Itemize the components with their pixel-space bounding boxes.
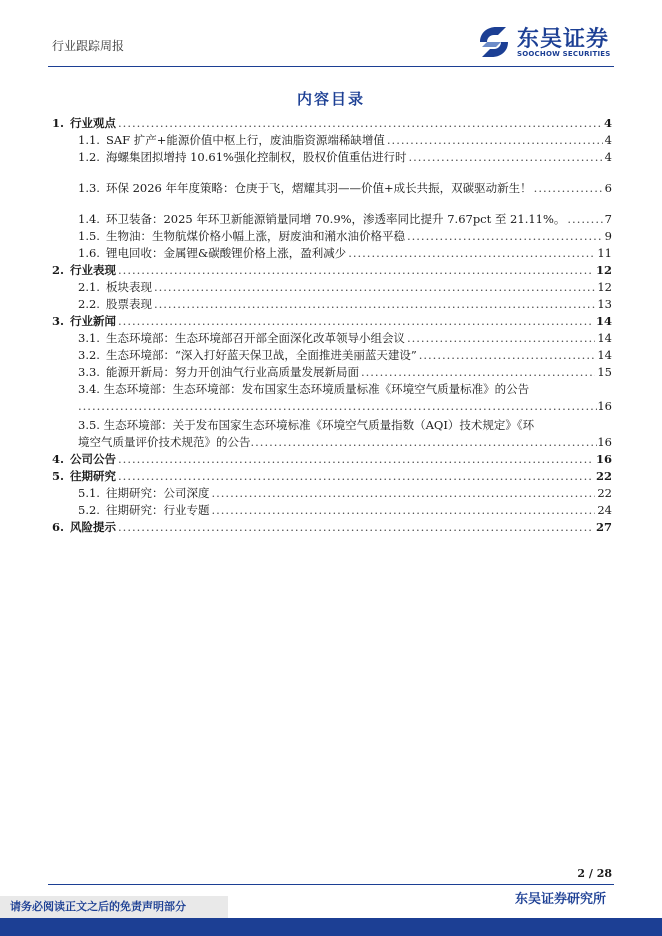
toc-page: 4 — [603, 116, 612, 130]
toc-leader — [118, 519, 594, 536]
toc-leader — [251, 434, 598, 451]
toc-number: 1.3. — [78, 181, 100, 195]
toc-page: 27 — [595, 520, 612, 534]
toc-text: 环卫装备：2025 年环卫新能源销量同增 70.9%，渗透率同比提升 7.67pct 至 21.11%。 — [105, 212, 566, 226]
toc-page: 14 — [597, 348, 612, 362]
toc-leader — [408, 149, 602, 166]
toc-number: 5. — [52, 469, 65, 483]
toc-leader — [407, 228, 603, 245]
toc-text: 海螺集团拟增持 10.61%强化控制权，股权价值重估进行时 — [105, 150, 407, 164]
toc-text-continued: 境空气质量评价技术规范》的公告 — [78, 435, 251, 449]
toc-leader — [361, 364, 595, 381]
toc-entry[interactable] — [52, 262, 612, 279]
toc-entry[interactable] — [52, 347, 612, 364]
toc-page: 6 — [604, 181, 612, 195]
toc-title: 内容目录 — [296, 90, 365, 108]
toc-number: 3. — [52, 314, 65, 328]
toc-leader — [387, 132, 603, 149]
toc-page: 22 — [597, 486, 612, 500]
toc-text: 往期研究 — [70, 469, 117, 483]
toc-text: 生物油：生物航煤价格小幅上涨，厨废油和潲水油价格平稳 — [105, 229, 405, 243]
toc-number: 1.6. — [78, 246, 100, 260]
table-of-contents — [52, 115, 612, 536]
toc-leader — [118, 262, 594, 279]
toc-number: 3.3. — [78, 365, 100, 379]
toc-leader — [211, 485, 595, 502]
toc-number: 1.2. — [78, 150, 100, 164]
toc-text: 锂电回收：金属锂&碳酸锂价格上涨，盈利减少 — [105, 246, 347, 260]
logo-chinese-name: 东吴证券 — [517, 27, 610, 52]
toc-leader — [211, 502, 595, 519]
toc-page: 16 — [597, 399, 612, 413]
toc-number: 2.2. — [78, 297, 100, 311]
toc-page: 14 — [595, 314, 612, 328]
toc-leader — [118, 313, 594, 330]
toc-leader — [407, 330, 595, 347]
toc-number: 3.1. — [78, 331, 100, 345]
toc-page: 7 — [604, 212, 612, 226]
logo-english-name: SOOCHOW SECURITIES — [517, 50, 611, 58]
toc-entry[interactable] — [52, 381, 612, 415]
toc-entry[interactable] — [52, 228, 612, 245]
toc-page: 24 — [597, 503, 612, 517]
toc-leader — [118, 451, 594, 468]
toc-entry[interactable] — [52, 149, 612, 166]
toc-number: 3.4. — [78, 382, 100, 396]
toc-leader — [118, 468, 594, 485]
toc-entry[interactable] — [52, 502, 612, 519]
toc-number: 1.1. — [78, 133, 100, 147]
disclaimer-note: 请务必阅读正文之后的免责声明部分 — [0, 896, 228, 918]
toc-page: 15 — [597, 365, 612, 379]
toc-page: 9 — [604, 229, 612, 243]
toc-page: 4 — [604, 133, 612, 147]
toc-text: 风险提示 — [70, 520, 117, 534]
toc-number: 4. — [52, 452, 65, 466]
toc-text: 公司公告 — [70, 452, 117, 466]
toc-number: 2.1. — [78, 280, 100, 294]
toc-leader — [348, 245, 595, 262]
toc-page: 12 — [597, 280, 612, 294]
toc-leader — [567, 211, 602, 228]
toc-entry[interactable] — [52, 330, 612, 347]
footer-bar — [0, 918, 662, 936]
toc-text: 往期研究：行业专题 — [105, 503, 210, 517]
toc-page: 14 — [597, 331, 612, 345]
toc-number: 1.5. — [78, 229, 100, 243]
toc-text: 行业新闻 — [70, 314, 117, 328]
toc-text: 生态环境部：关于发布国家生态环境标准《环境空气质量指数（AQI）技术规定》《环 — [103, 418, 535, 432]
toc-number: 3.2. — [78, 348, 100, 362]
toc-number: 6. — [52, 520, 65, 534]
toc-entry[interactable] — [52, 211, 612, 228]
header-report-type: 行业跟踪周报 — [52, 39, 125, 53]
toc-text: 生态环境部：生态环境部召开部全面深化改革领导小组会议 — [105, 331, 405, 345]
toc-leader — [78, 398, 597, 415]
toc-number: 3.5. — [78, 418, 100, 432]
toc-entry[interactable] — [52, 279, 612, 296]
header-divider — [48, 66, 614, 67]
toc-number: 5.1. — [78, 486, 100, 500]
footer-divider — [48, 884, 614, 885]
toc-text: SAF 扩产+能源价值中枢上行，废油脂资源端稀缺增值 — [105, 133, 385, 147]
toc-page: 11 — [597, 246, 612, 260]
soochow-logo-icon — [476, 24, 512, 60]
toc-text: 行业表现 — [70, 263, 117, 277]
toc-page: 4 — [604, 150, 612, 164]
toc-page: 16 — [597, 435, 612, 449]
company-logo — [476, 22, 621, 62]
toc-entry[interactable] — [52, 296, 612, 313]
toc-entry[interactable] — [52, 468, 612, 485]
toc-number: 1. — [52, 116, 65, 130]
toc-text: 往期研究：公司深度 — [105, 486, 210, 500]
toc-leader — [118, 115, 602, 132]
toc-entry[interactable] — [52, 180, 612, 197]
toc-page: 16 — [595, 452, 612, 466]
toc-page: 12 — [595, 263, 612, 277]
toc-leader — [534, 180, 603, 197]
toc-entry[interactable] — [52, 451, 612, 468]
toc-leader — [154, 296, 595, 313]
toc-page: 13 — [597, 297, 612, 311]
toc-page: 22 — [595, 469, 612, 483]
toc-text: 环保 2026 年年度策略：仓庚于飞，熠耀其羽——价值+成长共振，双碳驱动新生！ — [105, 181, 532, 195]
toc-text: 行业观点 — [70, 116, 117, 130]
toc-number: 1.4. — [78, 212, 100, 226]
toc-entry[interactable] — [52, 115, 612, 132]
toc-entry[interactable] — [52, 245, 612, 262]
toc-entry[interactable] — [52, 519, 612, 536]
toc-text: 股票表现 — [105, 297, 152, 311]
toc-leader — [419, 347, 596, 364]
toc-text: 能源开新局：努力开创油气行业高质量发展新局面 — [105, 365, 359, 379]
page-number: 2 / 28 — [577, 867, 612, 880]
toc-entry[interactable] — [52, 313, 612, 330]
toc-entry[interactable] — [52, 485, 612, 502]
toc-text: 板块表现 — [105, 280, 152, 294]
toc-entry[interactable] — [52, 132, 612, 149]
institute-name: 东吴证券研究所 — [514, 892, 606, 907]
toc-text: 生态环境部：“深入打好蓝天保卫战，全面推进美丽蓝天建设” — [105, 348, 417, 362]
toc-text: 生态环境部：生态环境部：发布国家生态环境质量标准《环境空气质量标准》的公告 — [103, 382, 530, 396]
toc-leader — [154, 279, 595, 296]
toc-entry[interactable] — [52, 364, 612, 381]
toc-number: 2. — [52, 263, 65, 277]
toc-number: 5.2. — [78, 503, 100, 517]
toc-entry[interactable] — [52, 417, 612, 451]
